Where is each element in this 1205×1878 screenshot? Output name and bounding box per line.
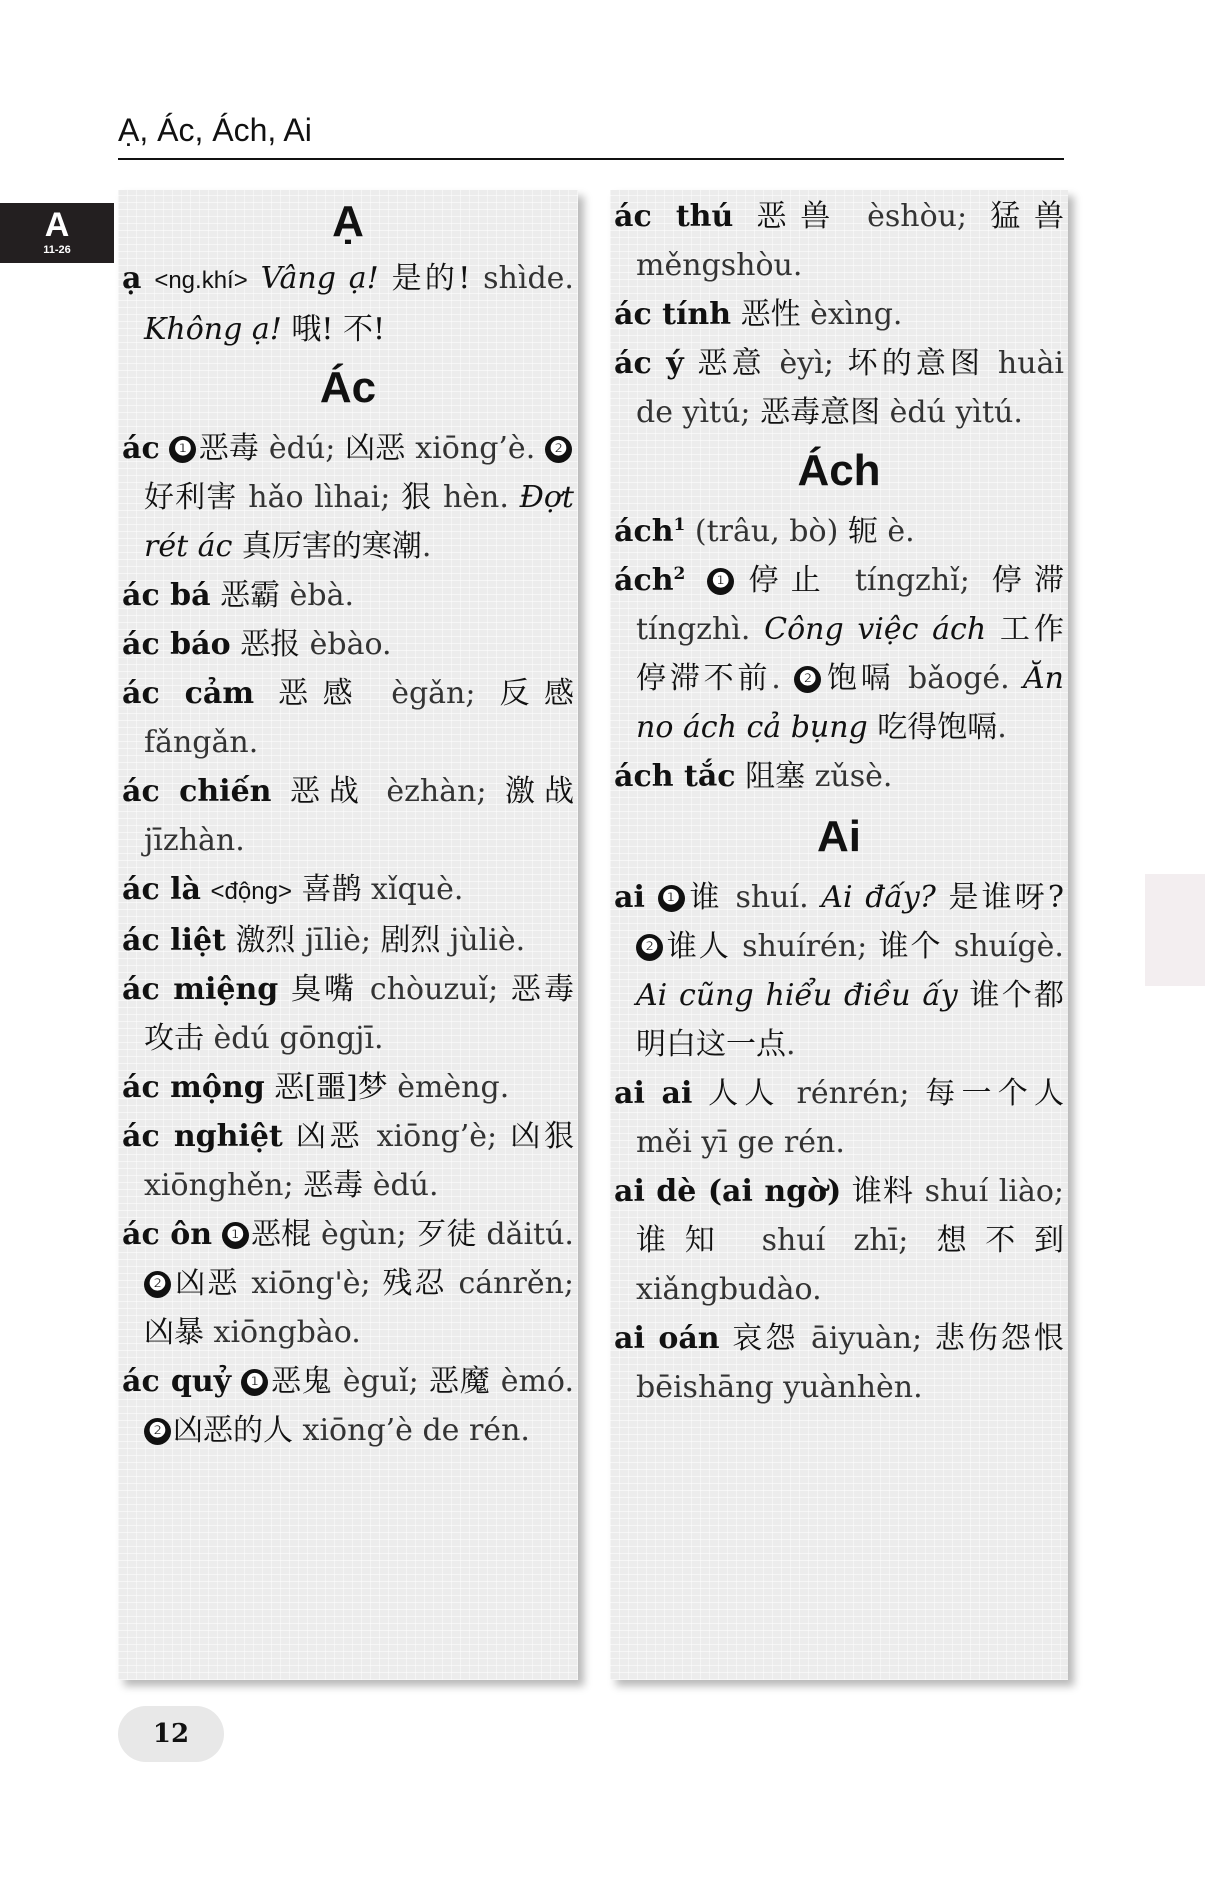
punctuation: . <box>771 661 781 696</box>
chinese-translation: 好利害 <box>144 480 238 515</box>
chinese-translation: 恶毒意图 <box>760 395 881 430</box>
entry-headword: ác báo <box>122 627 231 662</box>
section-heading-ac: Ác <box>319 363 377 412</box>
sense-number-2: ❷ <box>144 1271 171 1298</box>
punctuation: . <box>997 710 1007 745</box>
dictionary-entry <box>122 1063 574 1112</box>
pinyin: měi yī ge rén. <box>636 1125 845 1160</box>
entry-headword: ác cảm <box>122 676 255 711</box>
dictionary-column-right <box>610 190 1068 1680</box>
entry-headword: ai ai <box>614 1076 693 1111</box>
pinyin: jīzhàn. <box>144 823 245 858</box>
chinese-translation: 真厉害的寒潮 <box>241 529 422 564</box>
chinese-translation: 恶性 <box>740 297 801 332</box>
example-text: Ai đấy? <box>821 880 936 915</box>
pinyin: huài de yìtú; <box>636 346 1065 430</box>
chinese-translation: 恶报 <box>240 627 301 662</box>
chinese-translation: 剧烈 <box>380 923 441 958</box>
sense-number-1: ❶ <box>707 568 734 595</box>
chinese-translation: 凶恶的人 <box>173 1413 293 1448</box>
dictionary-entry <box>122 865 574 916</box>
dictionary-entry <box>614 752 1064 801</box>
pinyin: èdú. <box>372 1168 439 1203</box>
chinese-translation: 恶霸 <box>220 578 281 613</box>
dictionary-entry <box>122 767 574 865</box>
pinyin: bǎogé. <box>907 661 1010 696</box>
part-of-speech-label: <động> <box>210 878 292 905</box>
pinyin: èdú gōngjī. <box>213 1021 384 1056</box>
chinese-translation: 歹徒 <box>416 1217 477 1252</box>
page-number: 12 <box>118 1706 224 1762</box>
example-text: Không ạ! <box>144 312 282 347</box>
pinyin: rénrén; <box>796 1076 910 1111</box>
sense-number-2: ❷ <box>144 1418 171 1445</box>
pinyin: tíngzhì. <box>636 612 751 647</box>
chinese-translation: 臭嘴 <box>290 972 358 1007</box>
entry-headword: ác miệng <box>122 972 279 1007</box>
chinese-translation: 吃得饱嗝 <box>877 710 998 745</box>
example-text: Đợt rét ác <box>144 480 574 564</box>
headword-text: ách <box>614 514 674 549</box>
chinese-translation: 恶毒 <box>303 1168 364 1203</box>
section-heading-ach: Ách <box>797 446 881 495</box>
entry-headword: ác là <box>122 872 201 907</box>
dictionary-entry <box>122 965 574 1063</box>
chinese-translation: 恶魔 <box>429 1364 491 1399</box>
usage-note: (trâu, bò) <box>694 514 839 549</box>
chinese-translation: 人人 <box>708 1076 781 1111</box>
chinese-translation: 恶战 <box>289 774 368 809</box>
chinese-translation: 激烈 <box>235 923 296 958</box>
pinyin: èyì; <box>779 346 834 381</box>
chinese-translation: 凶恶 <box>345 431 406 466</box>
thumb-index-tab <box>0 203 114 263</box>
chinese-translation: 哀怨 <box>732 1321 799 1356</box>
chinese-translation: 反感 <box>499 676 575 711</box>
dictionary-entry <box>122 669 574 767</box>
page-header-title: Ạ, Ác, Ách, Ai <box>118 112 312 148</box>
chinese-translation: 恶[噩]梦 <box>274 1070 388 1105</box>
example-text: Công việc ách <box>764 612 987 647</box>
dictionary-entry <box>122 1210 574 1357</box>
pinyin: shuí liào; <box>924 1174 1065 1209</box>
entry-headword: ác mộng <box>122 1070 265 1105</box>
chinese-translation: 谁个都明白这一点 <box>636 978 1064 1062</box>
pinyin: shuígè. <box>953 929 1064 964</box>
chinese-translation: 猛兽 <box>990 199 1064 234</box>
pinyin: èmèng. <box>397 1070 510 1105</box>
pinyin: hǎo lìhai; <box>248 480 391 515</box>
sense-number-1: ❶ <box>241 1369 268 1396</box>
thumb-tab-letter: A <box>44 206 70 244</box>
entry-headword: ác liệt <box>122 923 226 958</box>
sense-number-2: ❷ <box>794 666 821 693</box>
entry-headword <box>614 563 685 598</box>
pinyin: jīliè; <box>304 923 371 958</box>
chinese-translation: 停滞 <box>991 563 1064 598</box>
chinese-translation: 恶毒攻击 <box>144 972 575 1056</box>
chinese-translation: 每一个人 <box>925 1076 1064 1111</box>
chinese-translation: 谁个 <box>878 929 943 964</box>
chinese-translation: 谁料 <box>851 1174 914 1209</box>
pinyin: èguǐ; <box>342 1364 419 1399</box>
dictionary-entry <box>122 254 574 354</box>
pinyin: èshòu; <box>867 199 968 234</box>
dictionary-column-left <box>118 190 578 1680</box>
pinyin: shuí. <box>735 880 809 915</box>
entry-headword: ác nghiệt <box>122 1119 283 1154</box>
section-heading-ai: Ai <box>817 812 861 861</box>
pinyin: fǎngǎn. <box>144 725 259 760</box>
chinese-translation: 轭 <box>847 514 878 549</box>
chinese-translation: 喜鹊 <box>301 872 362 907</box>
dictionary-entry <box>614 192 1064 290</box>
pinyin: shuí zhī; <box>761 1223 909 1258</box>
pinyin: měngshòu. <box>636 248 803 283</box>
pinyin: chòuzuǐ; <box>369 972 499 1007</box>
chinese-translation: 是的! <box>391 261 471 296</box>
example-text: Ai cũng hiểu điều ấy <box>636 978 958 1013</box>
pinyin: āiyuàn; <box>811 1321 923 1356</box>
pinyin: èbào. <box>309 627 392 662</box>
entry-headword: ách tắc <box>614 759 736 794</box>
pinyin: èzhàn; <box>386 774 487 809</box>
entry-headword: ác <box>122 431 160 466</box>
sense-number-2: ❷ <box>545 436 572 463</box>
chinese-translation: 饱嗝 <box>823 661 895 696</box>
chinese-translation: 是谁呀? <box>948 880 1064 915</box>
chinese-translation: 悲伤怨恨 <box>934 1321 1064 1356</box>
entry-headword <box>614 514 685 549</box>
pinyin: zǔsè. <box>814 759 893 794</box>
sense-number-2: ❷ <box>636 934 663 961</box>
dictionary-entry <box>614 873 1064 1069</box>
pinyin: ègǎn; <box>391 676 476 711</box>
section-heading-a-dot: Ạ <box>332 197 364 246</box>
dictionary-entry <box>614 290 1064 339</box>
chinese-translation: 谁知 <box>636 1223 734 1258</box>
pinyin: bēishāng yuànhèn. <box>636 1370 923 1405</box>
chinese-translation: 凶恶 <box>296 1119 364 1154</box>
pinyin: xiōnghěn; <box>144 1168 294 1203</box>
entry-headword: ai <box>614 880 645 915</box>
pinyin: èdú yìtú. <box>889 395 1023 430</box>
dictionary-entry <box>614 1167 1064 1314</box>
chinese-translation: 恶鬼 <box>270 1364 333 1399</box>
part-of-speech-label: <ng.khí> <box>154 267 248 294</box>
dictionary-entry <box>614 556 1064 752</box>
chinese-translation: 停止 <box>736 563 834 598</box>
pinyin: xiǎngbudào. <box>636 1272 822 1307</box>
pinyin: tíngzhǐ; <box>854 563 970 598</box>
punctuation: . <box>786 1027 796 1062</box>
header-rule <box>118 158 1064 160</box>
dictionary-entry <box>122 424 574 571</box>
dictionary-entry <box>122 916 574 965</box>
chinese-translation: 凶恶 <box>173 1266 240 1301</box>
chinese-translation: 谁 <box>686 880 723 915</box>
pinyin: cánrěn; <box>458 1266 575 1301</box>
dictionary-entry <box>122 620 574 669</box>
chinese-translation: 谁人 <box>665 929 731 964</box>
pinyin: hèn. <box>442 480 509 515</box>
thumb-tab-range: 11-26 <box>43 244 71 256</box>
pinyin: xiōng’è. <box>415 431 536 466</box>
homonym-index: 2 <box>673 564 686 584</box>
dictionary-entry <box>122 571 574 620</box>
homonym-index: 1 <box>673 515 686 535</box>
chinese-translation: 阻塞 <box>745 759 806 794</box>
chinese-translation: 激战 <box>505 774 574 809</box>
chinese-translation: 残忍 <box>382 1266 447 1301</box>
chinese-translation: 坏的意图 <box>847 346 985 381</box>
entry-headword: ạ <box>122 261 142 296</box>
pinyin: èdú; <box>268 431 336 466</box>
entry-headword: ác ôn <box>122 1217 213 1252</box>
chinese-translation: 恶毒 <box>198 431 260 466</box>
entry-headword: ác quỷ <box>122 1364 232 1399</box>
chinese-translation: 哦! 不! <box>291 312 386 347</box>
pinyin: xiōng'è; <box>251 1266 371 1301</box>
sense-number-1: ❶ <box>222 1222 249 1249</box>
dictionary-entry <box>122 1357 574 1455</box>
chinese-translation: 恶兽 <box>756 199 844 234</box>
chinese-translation: 凶狠 <box>510 1119 574 1154</box>
entry-headword: ác ý <box>614 346 684 381</box>
entry-headword: ác thú <box>614 199 734 234</box>
pinyin: xǐquè. <box>371 872 464 907</box>
punctuation: . <box>421 529 432 564</box>
chinese-translation: 恶意 <box>697 346 766 381</box>
dictionary-entry <box>614 339 1064 437</box>
example-text: Ăn no ách cả bụng <box>636 661 1064 745</box>
pinyin: xiōng’è de rén. <box>302 1413 530 1448</box>
pinyin: èbà. <box>289 578 355 613</box>
entry-headword: ác bá <box>122 578 211 613</box>
pinyin: èxìng. <box>810 297 903 332</box>
pinyin: xiōngbào. <box>213 1315 361 1350</box>
example-text: Vâng ạ! <box>260 261 379 296</box>
pinyin: shìde. <box>483 261 574 296</box>
entry-headword: ai dè (ai ngờ) <box>614 1174 842 1209</box>
entry-headword: ác chiến <box>122 774 272 809</box>
dictionary-entry <box>614 1314 1064 1412</box>
dictionary-entry <box>122 1112 574 1210</box>
chinese-translation: 工作停滞不前 <box>636 612 1064 696</box>
pinyin: è. <box>887 514 915 549</box>
dictionary-entry <box>614 507 1064 556</box>
pinyin: xiōng’è; <box>376 1119 498 1154</box>
pinyin: jùliè. <box>450 923 526 958</box>
pinyin: shuírén; <box>742 929 868 964</box>
dictionary-entry <box>614 1069 1064 1167</box>
sense-number-1: ❶ <box>169 436 196 463</box>
sense-number-1: ❶ <box>658 885 685 912</box>
entry-headword: ai oán <box>614 1321 720 1356</box>
chinese-translation: 想不到 <box>936 1223 1065 1258</box>
chinese-translation: 凶暴 <box>144 1315 204 1350</box>
pinyin: ègùn; <box>320 1217 407 1252</box>
headword-text: ách <box>614 563 674 598</box>
pinyin: èmó. <box>500 1364 575 1399</box>
chinese-translation: 恶感 <box>278 676 368 711</box>
side-edge-marker <box>1145 874 1205 986</box>
pinyin: dǎitú. <box>486 1217 574 1252</box>
entry-headword: ác tính <box>614 297 732 332</box>
chinese-translation: 狠 <box>401 480 433 515</box>
chinese-translation: 恶棍 <box>250 1217 312 1252</box>
